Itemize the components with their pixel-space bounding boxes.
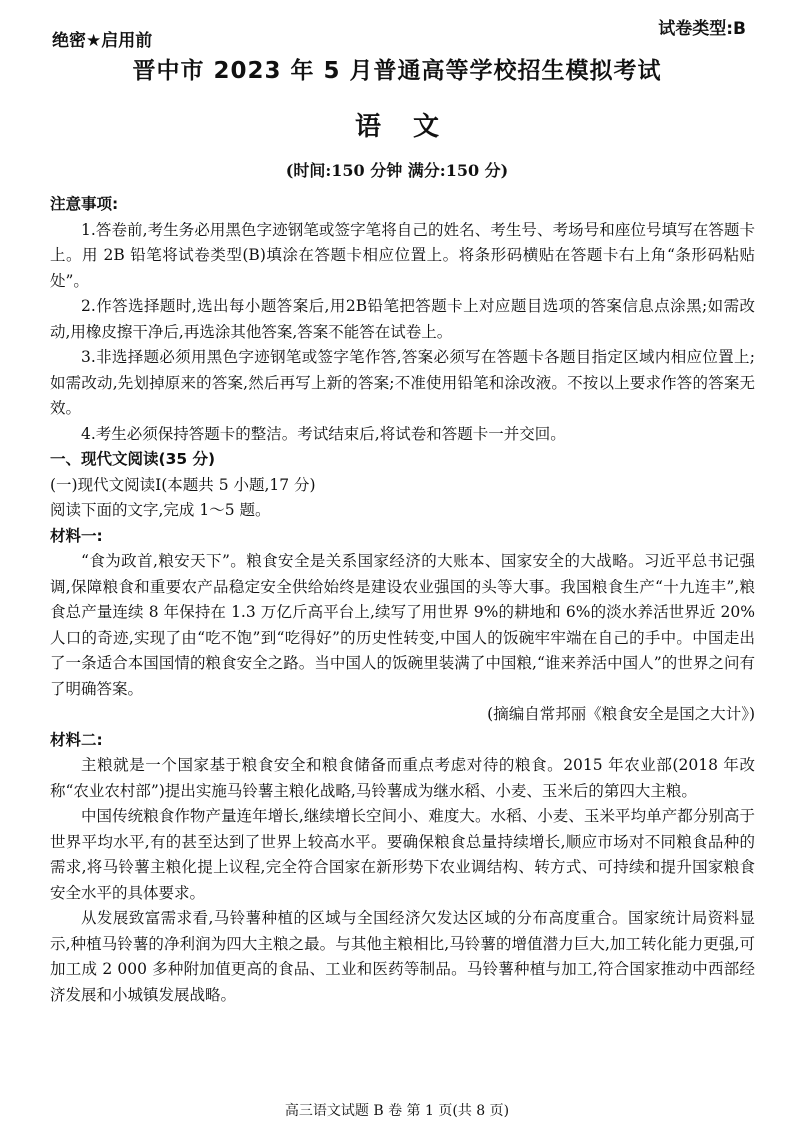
sub-section-heading: (一)现代文阅读Ⅰ(本题共 5 小题,17 分) (50, 475, 316, 494)
time-info: (时间:150 分钟 满分:150 分) (285, 161, 509, 180)
notice-item: 1.答卷前,考生务必用黑色字迹钢笔或签字笔将自己的姓名、考生号、考场号和座位号填写在答题卡上。用 2B 铅笔将试卷类型(B)填涂在答题卡相应位置上。将条形码横贴在答题卡右上角“条形码粘贴处”。 (50, 220, 755, 290)
material2-paragraph: 中国传统粮食作物产量连年增长,继续增长空间小、难度大。水稻、小麦、玉米平均单产都分别高于世界平均水平,有的甚至达到了世界上较高水平。要确保粮食总量持续增长,顺应市场对不同粮食品种的需求,将马铃薯主粮化提上议程,完全符合国家在新形势下农业调结构、转方式、可持续和提升国家粮食安全水平的具体要求。 (50, 807, 755, 902)
material1-paragraph: “食为政首,粮安天下”。粮食安全是关系国家经济的大账本、国家安全的大战略。习近平总书记强调,保障粮食和重要农产品稳定安全供给始终是建设农业强国的头等大事。我国粮食生产“十九连丰”,粮食总产量连续 8 年保持在 1.3 万亿斤高平台上,续写了用世界 9%的耕地和 6%的淡水养活世界近 20%人口的奇迹,实现了由“吃不饱”到“吃得好”的历史性转变,中国人的饭碗牢牢端在自己的手中。中国走出了一条适合本国国情的粮食安全之路。当中国人的饭碗里装满了中国粮,“谁来养活中国人”的世界之问有了明确答案。 (50, 552, 755, 698)
material1-source: (摘编自常邦丽《粮食安全是国之大计》) (487, 705, 755, 723)
notice-item: 3.非选择题必须用黑色字迹钢笔或签字笔作答,答案必须写在答题卡各题目指定区域内相应位置上;如需改动,先划掉原来的答案,然后再写上新的答案;不准使用铅笔和涂改液。不按以上要求作答的答案无效。 (50, 348, 755, 417)
subject-title (0, 106, 794, 143)
page-footer: 高三语文试题 B 卷 第 1 页(共 8 页) (284, 1103, 510, 1119)
material2-paragraph: 主粮就是一个国家基于粮食安全和粮食储备而重点考虑对待的粮食。2015 年农业部(2018 年改称“农业农村部”)提出实施马铃薯主粮化战略,马铃薯成为继水稻、小麦、玉米后的第四大主粮。 (50, 756, 755, 800)
section-heading: 一、现代文阅读(35 分) (50, 450, 216, 468)
confidential-label: 绝密★启用前 (52, 31, 153, 51)
exam-title: 晋中市 2023 年 5 月普通高等学校招生模拟考试 (132, 58, 662, 84)
notice-heading: 注意事项: (50, 195, 119, 213)
notice-item: 4.考生必须保持答题卡的整洁。考试结束后,将试卷和答题卡一并交回。 (81, 424, 566, 443)
material2-label: 材料二: (50, 730, 103, 749)
subject-char-2: 文 (413, 112, 440, 142)
material1-label: 材料一: (50, 526, 103, 545)
reading-instruction: 阅读下面的文字,完成 1～5 题。 (50, 501, 271, 519)
subject-char-1: 语 (354, 112, 381, 142)
notice-item: 2.作答选择题时,选出每小题答案后,用2B铅笔把答题卡上对应题目选项的答案信息点涂黑;如需改动,用橡皮擦干净后,再选涂其他答案,答案不能答在试卷上。 (50, 297, 755, 341)
exam-body (50, 192, 755, 1008)
material2-paragraph: 从发展致富需求看,马铃薯种植的区域与全国经济欠发达区域的分布高度重合。国家统计局资料显示,种植马铃薯的净利润为四大主粮之最。与其他主粮相比,马铃薯的增值潜力巨大,加工转化能力更强,可加工成 2 000 多种附加值更高的食品、工业和医药等制品。马铃薯种植与加工,符合国家推动中西部经济发展和小城镇发展战略。 (50, 909, 755, 1004)
paper-type-label: 试卷类型:B (658, 19, 746, 39)
